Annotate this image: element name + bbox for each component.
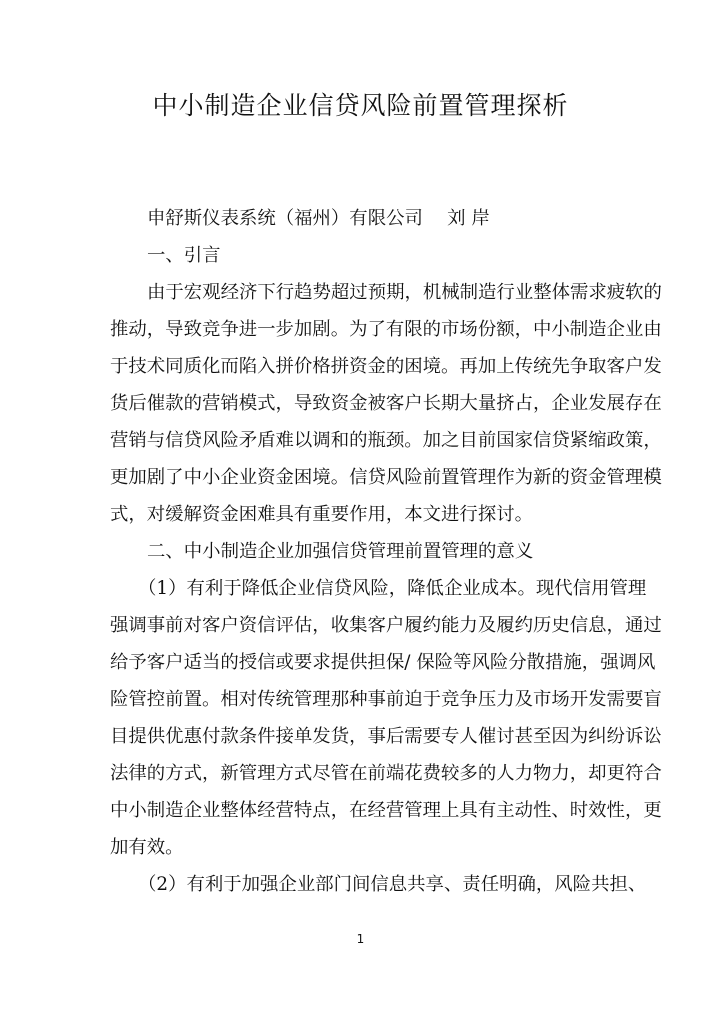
paragraph-line: 加有效。 — [110, 837, 184, 858]
paragraph-line: 由于宏观经济下行趋势超过预期，机械制造行业整体需求疲软的 — [147, 282, 662, 303]
paragraph-line: 推动，导致竞争进一步加剧。为了有限的市场份额，中小制造企业由 — [110, 319, 662, 340]
paragraph-line: 给予客户适当的授信或要求提供担保/ 保险等风险分散措施，强调风 — [110, 652, 656, 673]
paragraph-line: 于技术同质化而陷入拼价格拼资金的困境。再加上传统先争取客户发 — [110, 356, 662, 377]
paragraph-line: 营销与信贷风险矛盾难以调和的瓶颈。加之目前国家信贷紧缩政策， — [110, 430, 662, 451]
paragraph-line: 强调事前对客户资信评估，收集客户履约能力及履约历史信息，通过 — [110, 615, 662, 636]
paragraph-line: 式，对缓解资金困难具有重要作用，本文进行探讨。 — [110, 504, 533, 525]
document-title: 中小制造企业信贷风险前置管理探析 — [152, 91, 569, 120]
section-heading-significance: 二、中小制造企业加强信贷管理前置管理的意义 — [147, 541, 534, 562]
paragraph-line: 法律的方式，新管理方式尽管在前端花费较多的人力物力，却更符合 — [110, 763, 662, 784]
paragraph-introduction — [110, 274, 662, 533]
paragraph-line: 险管控前置。相对传统管理那种事前迫于竞争压力及市场开发需要盲 — [110, 689, 662, 710]
page-number: 1 — [356, 932, 365, 946]
document-body — [110, 200, 662, 903]
author-line: 申舒斯仪表系统（福州）有限公司 刘 岸 — [147, 208, 490, 229]
paragraph-line: （2）有利于加强企业部门间信息共享、责任明确，风险共担、 — [138, 874, 647, 895]
paragraph-line: 中小制造企业整体经营特点，在经营管理上具有主动性、时效性，更 — [110, 800, 662, 821]
paragraph-point-2 — [110, 866, 647, 903]
section-heading-introduction: 一、引言 — [147, 245, 221, 266]
paragraph-point-1 — [110, 570, 662, 866]
paragraph-line: （1）有利于降低企业信贷风险，降低企业成本。现代信用管理 — [138, 578, 647, 599]
paragraph-line: 货后催款的营销模式，导致资金被客户长期大量挤占，企业发展存在 — [110, 393, 662, 414]
paragraph-line: 更加剧了中小企业资金困境。信贷风险前置管理作为新的资金管理模 — [110, 467, 662, 488]
paragraph-line: 目提供优惠付款条件接单发货，事后需要专人催讨甚至因为纠纷诉讼 — [110, 726, 662, 747]
